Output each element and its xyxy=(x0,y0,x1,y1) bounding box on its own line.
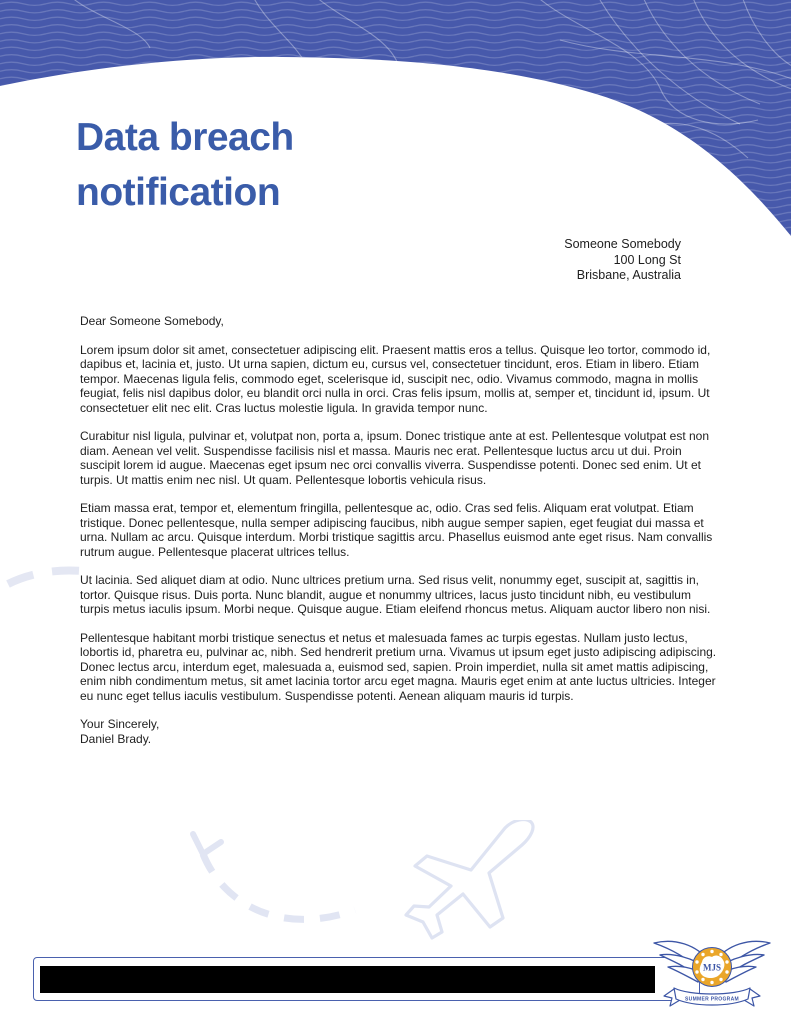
letter-body xyxy=(80,314,720,746)
paragraph-2: Curabitur nisl ligula, pulvinar et, volutpat non, porta a, ipsum. Donec tristique ante at est. Pellentesque volutpat est non diam. Aenean vel velit. Suspendisse facilisis nisl et massa. Mauris nec erat. Pellentesque luctus arcu ut dui. Proin suscipit lorem id augue. Maecenas eget ipsum nec orci convallis viverra. Suspendisse potenti. Donec sed enim. Ut et turpis. Ut mattis enim nec nisl. Ut quam. Pellentesque lobortis vehicula risus. xyxy=(80,429,710,487)
recipient-street: 100 Long St xyxy=(613,252,681,267)
logo-banner-text: SUMMER PROGRAM xyxy=(685,996,739,1003)
recipient-block xyxy=(80,237,681,284)
paragraph-5: Pellentesque habitant morbi tristique senectus et netus et malesuada fames ac turpis egestas. Nullam justo lectus, lobortis id, pharetra eu, pulvinar ac, nibh. Sed hendrerit pretium urna. Vivamus ut ipsum eget justo adipiscing adipiscing. Donec lectus arcu, interdum eget, malesuada a, euismod sed, sapien. Proin imperdiet, nulla sit amet mattis adipiscing, enim nibh condimentum metus, sit amet lacinia tortor arcu eget magna. Mauris eget enim at ante luctus ultricies. Integer eu nunc eget tellus iaculis vestibulum. Suspendisse potenti. Aenean aliquam mauris id turpis. xyxy=(80,630,717,703)
mjs-badge xyxy=(693,948,732,987)
recipient-name: Someone Somebody xyxy=(564,237,681,251)
recipient-city: Brisbane, Australia xyxy=(576,268,681,282)
salutation: Dear Someone Somebody, xyxy=(80,314,224,328)
page-title: Data breach notification xyxy=(76,116,294,215)
redaction-bar xyxy=(40,966,655,993)
paragraph-4: Ut lacinia. Sed aliquet diam at odio. Nunc ultrices pretium urna. Sed risus velit, nonummy eget, suscipit at, sagittis in, tortor. Quisque risus. Duis porta. Nunc blandit, augue et nonummy ultrices, lacus justo tincidunt nibh, eu vestibulum turpis metus iaculis ipsum. Morbi neque. Quisque augue. Etiam eleifend rhoncus metus. Aliquam auctor libero non nisi. xyxy=(80,573,711,616)
signature-block xyxy=(80,717,720,746)
closing: Your Sincerely, xyxy=(80,717,160,731)
logo-banner xyxy=(664,988,760,1006)
mjs-summer-program-logo xyxy=(650,936,774,1012)
logo-initials: MJS xyxy=(703,962,721,973)
paragraph-3: Etiam massa erat, tempor et, elementum fringilla, pellentesque ac, odio. Cras sed felis. Aliquam erat volutpat. Etiam tristique. Donec pellentesque, nulla semper adipiscing faucibus, nibh augue semper sapien, eget feugiat dui massa et urna. Nullam ac arcu. Quisque interdum. Morbi tristique sagittis arcu. Phasellus euismod ante eget risus. Nam convallis rutrum augue. Pellentesque placerat ultrices tellus. xyxy=(80,501,713,559)
dashed-trail-left-decoration xyxy=(4,566,88,592)
airplane-watermark-icon xyxy=(185,820,580,948)
signature-name: Daniel Brady. xyxy=(80,731,152,746)
paragraph-1: Lorem ipsum dolor sit amet, consectetuer adipiscing elit. Praesent mattis eros a tellus. Quisque leo tortor, commodo id, dapibus et, lacinia et, justo. Ut urna sapien, dictum eu, cursus vel, consectetuer tincidunt, eros. Etiam in libero. Etiam tempor. Maecenas ligula felis, commodo eget, scelerisque id, suscipit nec, odio. Vivamus commodo, magna in mollis feugiat, felis nisl dapibus dolor, eu blandit orci nulla in orci. Cras felis ipsum, mollis at, semper et, tincidunt id, ipsum. Ut consectetuer elit nec elit. Cras luctus molestie ligula. In gravida tempor nunc. xyxy=(80,342,711,415)
